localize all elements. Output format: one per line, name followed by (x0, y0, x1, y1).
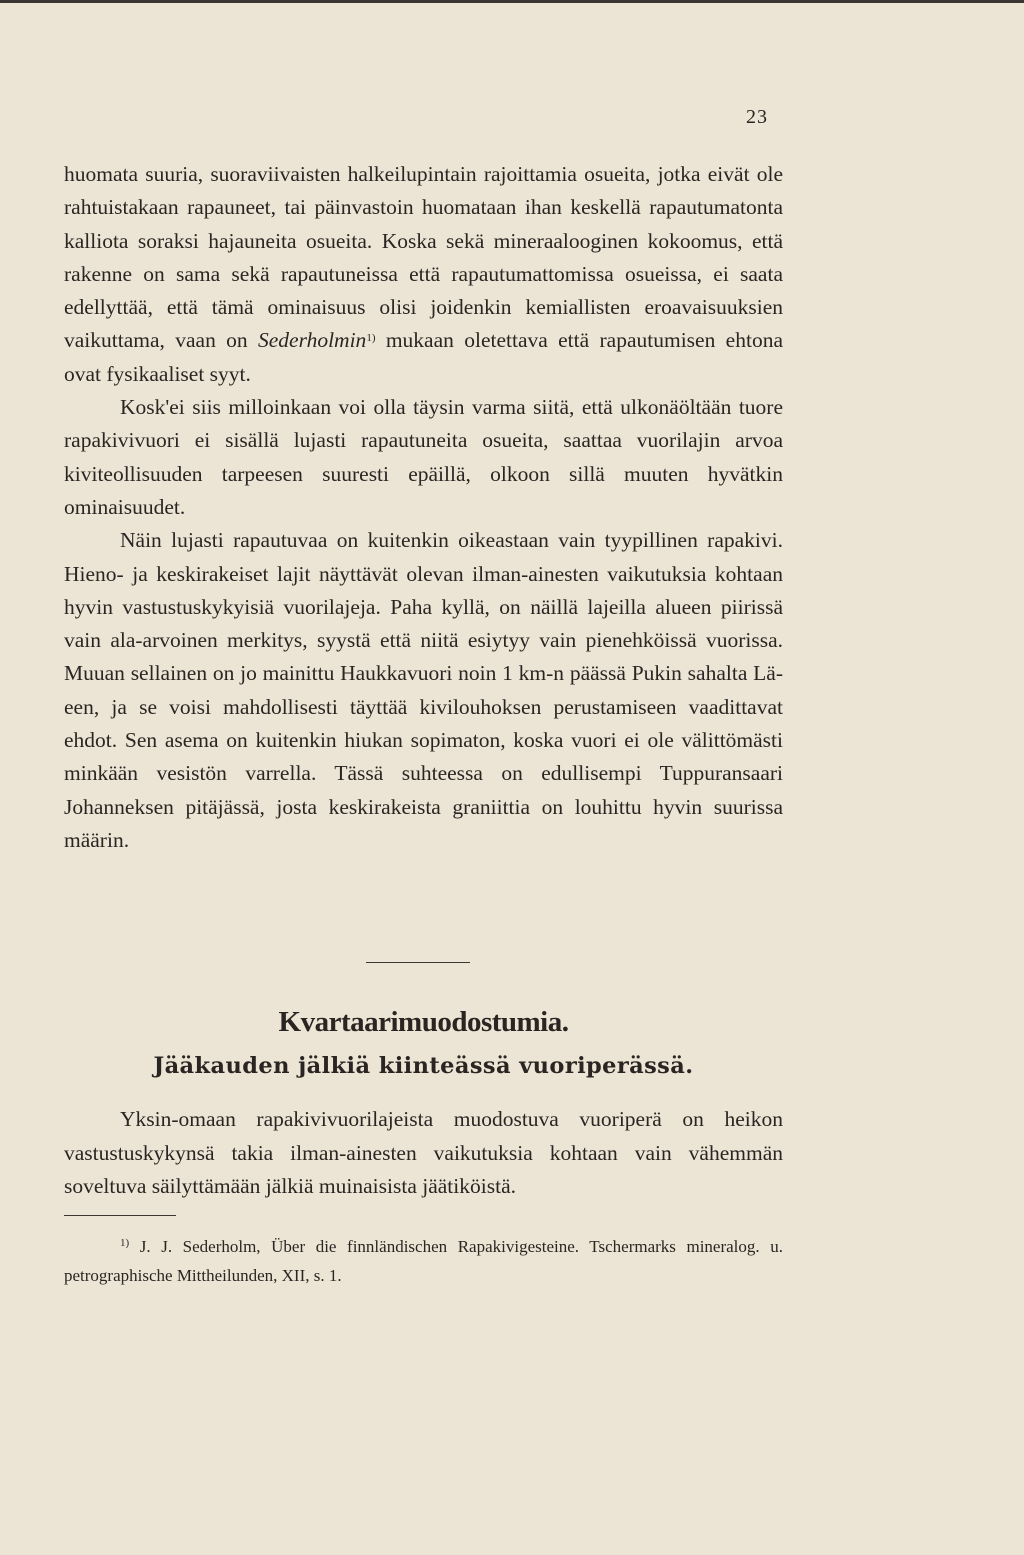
paragraph-3: Näin lujasti rapautuvaa on kuitenkin oikeastaan vain tyypillinen rapakivi. Hieno- ja keskirakeiset lajit näyttävät olevan ilman-ainesten vaikutuksia kohtaan hyvin vastustuskykyisiä vuorilajeja. Paha kyllä, on näillä lajeilla alueen piirissä vain ala-arvoinen merkitys, syystä että niitä esiytyy vain pienehköissä vuorissa. Muuan sellainen on jo mainittu Haukkavuori noin 1 km-n päässä Pukin sahalta Lä-een, ja se voisi mahdollisesti täyttää kivilouhoksen perustamiseen vaadittavat ehdot. Sen asema on kuitenkin hiukan sopimaton, koska vuori ei ole välittömästi minkään vesistön varrella. Tässä suhteessa on edullisempi Tuppuransaari Johanneksen pitäjässä, josta keskirakeista graniittia on louhittu hyvin suurissa määrin. (64, 528, 783, 852)
body-text (64, 158, 783, 857)
section-text (64, 1103, 783, 1204)
paragraph-1-text-end: mukaan oletettava että rapautumisen ehtona ovat fysikaaliset syyt. (64, 328, 783, 386)
footnote-reference: 1) (366, 332, 376, 345)
page-number: 23 (746, 106, 768, 128)
paragraph-2: Kosk'ei siis milloinkaan voi olla täysin varma siitä, että ulkonäöltään tuore rapakivivuori ei sisällä lujasti rapautuneita osueita, saattaa vuorilajin arvoa kiviteollisuuden tarpeesen suuresti epäillä, olkoon sillä muuten hyvätkin ominaisuudet. (64, 395, 783, 519)
paragraph-1 (64, 158, 783, 391)
footnote (64, 1232, 783, 1290)
footnote-marker: 1) (120, 1237, 130, 1249)
footnote-divider (64, 1215, 176, 1216)
top-border-rule (0, 0, 1024, 3)
section-subtitle: Jääkauden jälkiä kiinteässä vuoriperässä. (153, 1053, 694, 1079)
section-paragraph: Yksin-omaan rapakivivuorilajeista muodostuva vuoriperä on heikon vastustuskykynsä takia ilman-ainesten vaikutuksia kohtaan vain vähemmän soveltuva säilyttämään jälkiä muinaisista jäätiköistä. (64, 1107, 783, 1198)
section-title: Kvartaarimuodostumia. (278, 1006, 569, 1038)
paragraph-1-text-start: huomata suuria, suoraviivaisten halkeilupintain rajoittamia osueita, jotka eivät ole rahtuistakaan rapauneet, tai päinvastoin huomataan ihan keskellä rapautumatonta kalliota soraksi hajauneita osueita. Koska sekä mineraalooginen kokoomus, että rakenne on sama sekä rapautuneissa että rapautumattomissa osueissa, ei saata edellyttää, että tämä ominaisuus olisi joidenkin kemiallisten eroavaisuuksien vaikuttama, vaan on (64, 162, 783, 353)
author-name-italic: Sederholmin (258, 328, 367, 353)
section-divider (366, 962, 470, 963)
footnote-text: J. J. Sederholm, Über die finnländischen Rapakivigesteine. Tschermarks mineralog. u. petrographische Mittheilunden, XII, s. 1. (64, 1237, 783, 1285)
